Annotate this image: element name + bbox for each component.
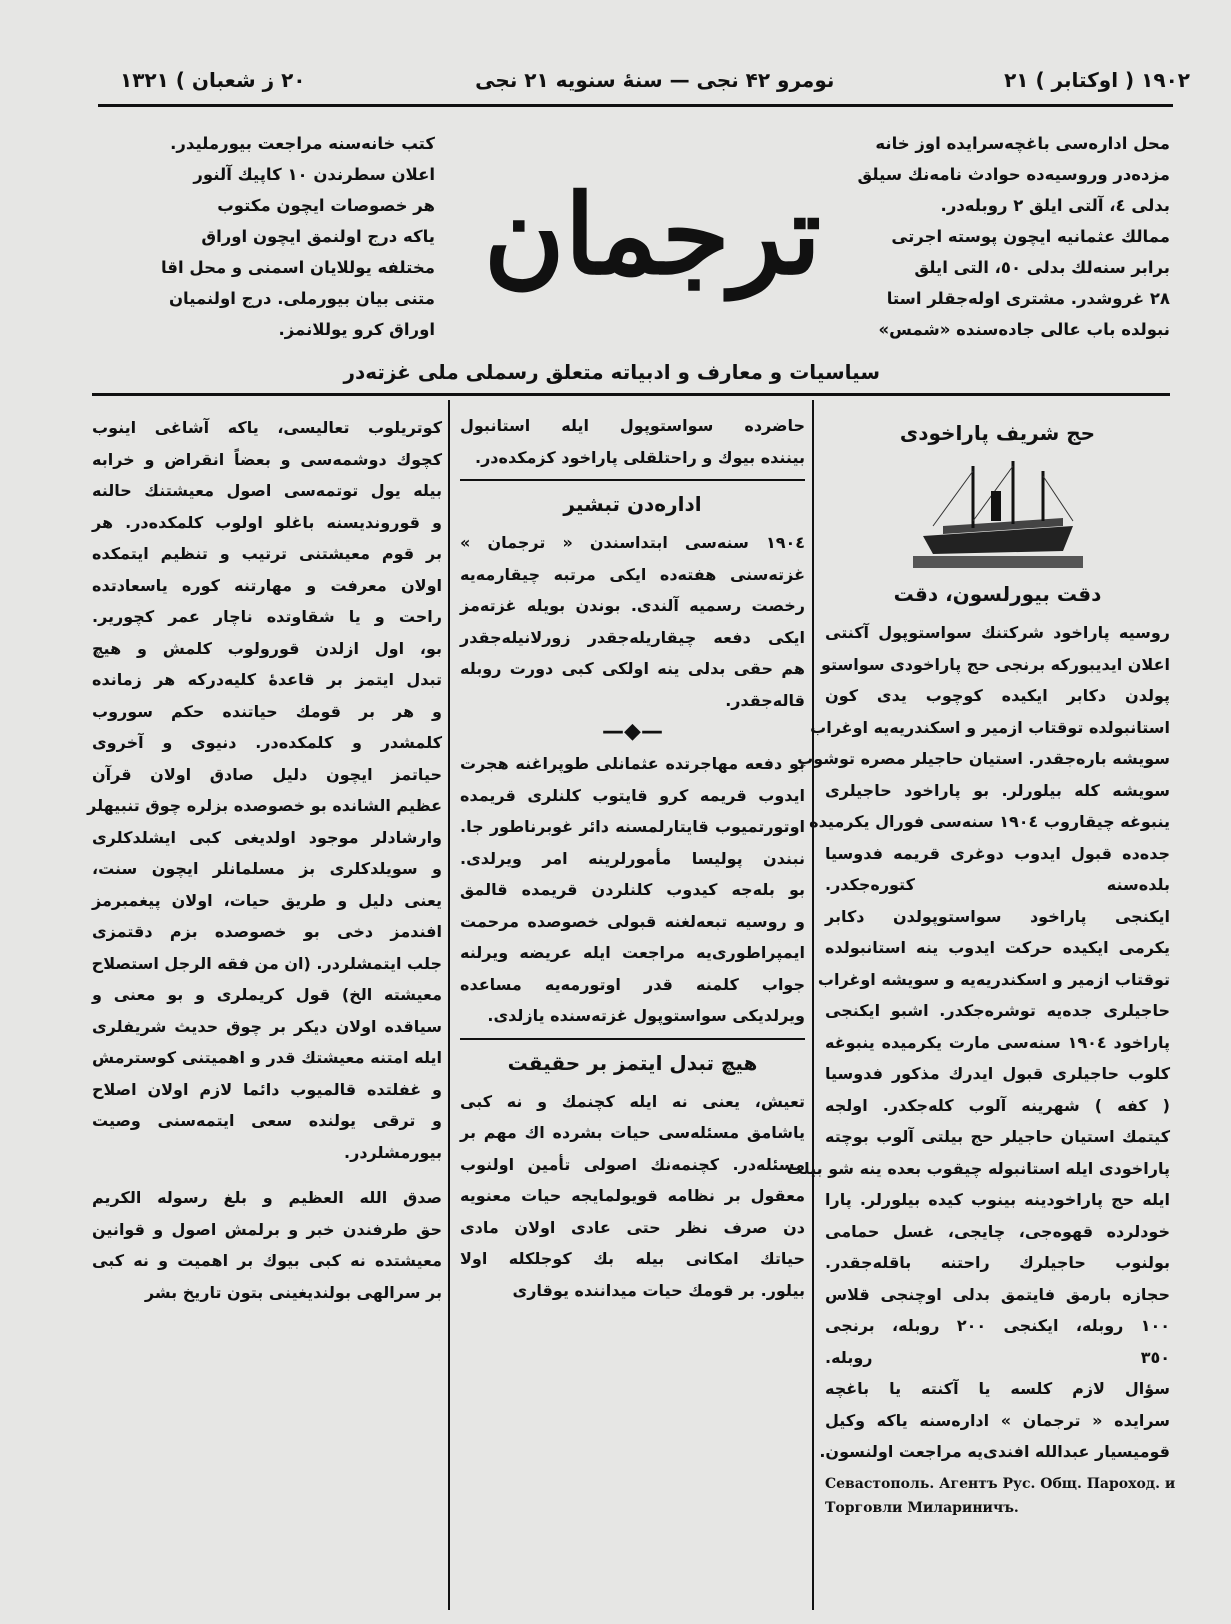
text-line: اوراق کرو یوللانمز.: [278, 320, 435, 339]
text-line: خودلرده قهوه‌جی، چایجی، غسل حمامی: [825, 1221, 1170, 1241]
ornament: —◆—: [602, 719, 663, 744]
text-line: اعلان سطرندن ۱۰ کاپیك آلنور: [193, 165, 435, 184]
heading-announcement: اداره‌دن تبشیر: [563, 492, 702, 516]
text-line: ایدوب قریمه کرو قایتوب کلنلری قریمده: [460, 785, 805, 805]
text-line: محل ادارەسی باغچەسرایده اوز خانه: [875, 134, 1170, 153]
text-line: بو، اول ازلدن قورولوب کلمش و هیچ: [92, 638, 442, 658]
text-line: ( کفه ) شهرینه آلوب کله‌جکدر. اولجه: [825, 1095, 1170, 1115]
text-line: اوتورتمیوب قایتارلمسنه دائر غوبرناطور جا.: [460, 817, 805, 836]
text-line: ۳٥۰ روبله.: [825, 1347, 1170, 1367]
dateline: [120, 68, 1190, 98]
text-line: حاجیلری جده‌یه توشره‌جکدر. اشبو ایکنجی: [825, 1001, 1170, 1020]
text-line: حجازه بارمق فایتمق بدلی اوچنجی قلاس: [825, 1284, 1170, 1304]
text-line: یاشامق مسئله‌سی حیات بشرده اك مهم بر: [460, 1123, 805, 1142]
text-line: کلوب حاجیلری قبول ایدرك مذکور فدوسیا: [825, 1064, 1170, 1083]
steamship-illustration: [913, 456, 1083, 571]
text-line: تبدل ایتمز بر قاعدهٔ کلیه‌درکه هر زمانده: [92, 670, 442, 689]
text-line: و غفلتده قالمیوب دائما لازم اولان اصلاح: [92, 1079, 442, 1099]
text-line: نبندن پولیسا مأمورلرینه امر ویرلدی.: [460, 848, 805, 868]
text-line: بولنوب حاجیلرك راحتنه باقله‌جقدر.: [825, 1253, 1170, 1272]
text-line: ۱۹۰٤ سنه‌سی ابتداسندن « ترجمان »: [460, 533, 805, 552]
text-line: معقول بر نظامه قویولمایجه حیات معنویه: [460, 1186, 805, 1205]
text-line: ۱۰۰ روبله، ایکنجی ۲۰۰ روبله، برنجی: [825, 1316, 1171, 1335]
text-line: بر سرالهی بولندیغینی بتون تاریخ بشر: [144, 1282, 442, 1302]
text-line: ایله امتنه معیشتك قدر و اهمیتنی کوسترمش: [92, 1048, 442, 1067]
text-line: استانبولده توقتاب ازمیر و اسکندریه‌یه اوغراب: [810, 717, 1170, 737]
subtitle: سیاسیات و معارف و ادبیاته متعلق رسملی ملی غزته‌در: [343, 360, 880, 384]
text-line: مسئله‌در. کچنمه‌نك اصولی تأمین اولنوب: [460, 1154, 805, 1174]
text-line: توقتاب ازمیر و اسکندریه‌یه و سویشه اوغراب: [817, 969, 1170, 989]
text-line: یعنی دلیل و طریق حیات، اولان پیغمبرمز: [92, 890, 442, 910]
text-line: بدلی ٤، آلتی ایلق ۲ روبله‌در.: [940, 196, 1170, 215]
column-divider: [812, 400, 814, 1610]
left-info-box: [140, 128, 435, 345]
text-line: سؤال لازم کلسه یا آکنته یا باغچه: [825, 1379, 1170, 1398]
text-line: قومیسیار عبدالله افندی‌یه مراجعت اولنسون.: [819, 1442, 1170, 1461]
text-line: کوتریلوب تعالیسی، یاکه آشاغی اینوب: [92, 418, 442, 437]
text-line: حیاتك امکانی بیله بك کوجلکله اولا: [460, 1249, 805, 1268]
text-line: تعیش، یعنی نه ایله کچنمك و نه کبی: [460, 1091, 805, 1111]
text-line: ایمپراطوری‌یه مراجعت ایله عریضه ویرلنه: [460, 943, 805, 962]
text-line: ایکی دفعه چیقاریله‌جقدر زورلانیله‌جقدر: [460, 627, 805, 647]
text-line: صدق الله العظیم و بلغ رسوله الکریم: [92, 1188, 442, 1207]
text-line: قاله‌جقدر.: [725, 690, 805, 710]
text-line: پاراخودی ایله استانبوله چیقوب بعده ینه شو بیلت: [786, 1158, 1170, 1178]
text-line: و سویلدکلری بز مسلمانلر ایچون سنت،: [92, 859, 442, 878]
text-line: معیشته الخ) قول کریملری و بو معنی و: [92, 985, 442, 1004]
text-line: پولدن دکابر ایکیده کوچوب یدی کون: [825, 686, 1170, 705]
text-line: یاکه درج اولنمق ایچون اوراق: [201, 227, 435, 246]
text-line: بیورمشلردر.: [344, 1142, 442, 1162]
text-line: پاراخود ۱۹۰٤ سنه‌سی مارت یکرمیده ینبوغه: [825, 1032, 1171, 1052]
text-line: مختلفه یوللایان اسمنی و محل اقا: [160, 258, 435, 277]
text-line: و روسیه تبعه‌لغنه قبولی خصوصده مرحمت: [460, 911, 805, 931]
text-line: افندمز دخی بو خصوصده بزم دقتمزی: [92, 922, 442, 941]
text-line: ۲۸ غروشدر. مشتری اوله‌جقلر استا: [886, 289, 1170, 308]
text-line: و هر بر قومك حیاتنده حکم سوروب: [92, 701, 442, 721]
text-line: ایله حج پاراخودینه بینوب کیده بیلورلر. پارا: [825, 1190, 1170, 1209]
text-line: بر قوم معیشتنی ترتیب و تنظیم ایتمکده: [92, 544, 442, 563]
text-line: حیاتمز ایچون دلیل صادق اولان قرآن: [92, 764, 442, 784]
masthead-title: ترجمان: [483, 170, 822, 299]
text-line: و ترقی یولنده سعی ایتمه‌سنی وصیت: [92, 1111, 442, 1130]
text-line: روسیه پاراخود شرکتنك سواستوپول آکنتی: [825, 623, 1170, 642]
text-line: بیننده بیوك و راحتلقلی پاراخود کزمکده‌در.: [475, 447, 805, 467]
issue-number: نومرو ۴۲ نجی — سنهٔ سنویه ۲۱ نجی: [475, 68, 835, 92]
heading-attention: دقت بیورلسون، دقت: [893, 582, 1102, 606]
text-line: سیاقده اولان دیکر بر چوق حدیث شریفلری: [92, 1016, 442, 1036]
text-line: جلب ایتمشلردر. (ان من فقه الرجل استصلاح: [91, 953, 442, 973]
text-line: و قوروندیسنه باغلو اولوب کلمکده‌در. هر: [92, 512, 442, 532]
text-line: ممالك عثمانیه ایچون پوسته اجرتی: [891, 227, 1170, 246]
text-line: هم حقی بدلی ینه اولکی کبی دورت روبله: [460, 659, 805, 678]
text-line: مزده‌در وروسیه‌ده حوادث نامه‌نك سیلق: [857, 165, 1170, 184]
text-line: سویشه باره‌جقدر. استیان حاجیلر مصره توشوب: [797, 749, 1170, 768]
text-line: حق طرفندن خبر و برلمش اصول و قوانین: [92, 1219, 442, 1239]
text-line: راحت و یا شقاوتده ناچار عمر کچوریر.: [92, 607, 442, 626]
text-line: دن صرف نظر حتی عادی اولان مادی: [460, 1217, 805, 1237]
right-info-box: [857, 128, 1170, 345]
text-line: وارشادلر موجود اولدیغی کبی ایشلدکلری: [92, 827, 442, 847]
date-gregorian: ۱۹۰۲ ( اوکتابر ) ۲۱: [1004, 68, 1190, 92]
column-right: [786, 410, 1176, 1520]
column-divider: [448, 400, 450, 1610]
text-line: بو دفعه مهاجرتده عثمانلی طوپراغنه هجرت: [460, 754, 805, 773]
text-line: بیلور. بر قومك حیات میداننده یوقاری: [512, 1280, 805, 1300]
text-line: رخصت رسمیه آلندی. بوندن بویله غزته‌مز: [460, 596, 805, 615]
text-line: ایکنجی پاراخود سواستوپولدن دکابر: [825, 906, 1170, 926]
text-line: اعلان ایدیبورکه برنجی حج پاراخودی سواستو: [820, 654, 1170, 674]
text-line: کلمشدر و کلمکده‌در. دنیوی و آخروی: [92, 733, 442, 752]
text-line: اولان معرفت و مهارتنه کوره یاسعادتده: [92, 575, 442, 595]
text-line: سرایده « ترجمان » ادارەسنه یاکه وکیل: [825, 1410, 1170, 1430]
text-line: عظیم الشانده بو خصوصده بزلره چوق تنبیهلر: [87, 796, 442, 815]
heading-unchanging-truth: هیچ تبدل ایتمز بر حقیقت: [507, 1050, 758, 1075]
text-line: برابر سنه‌لك بدلی ٥٠، التی ایلق: [914, 258, 1170, 277]
text-line: هر خصوصات ایچون مکتوب: [217, 196, 435, 215]
text-line: غزته‌سنی هفته‌ده ایکی مرتبه چیقارمه‌یه: [460, 564, 805, 584]
top-rule: [98, 104, 1173, 107]
text-line: کیتمك استیان حاجیلر حج بیلتی آلوب بوچته: [825, 1127, 1170, 1146]
text-line: ینبوغه چیقاروب ۱۹۰٤ سنه‌سی فورال یکرمیده: [809, 812, 1170, 831]
text-line: متنی بیان بیورملی. درج اولنمیان: [168, 289, 435, 308]
text-line: کتب خانه‌سنه مراجعت بیورملیدر.: [170, 134, 435, 153]
text-line: حاضرده سواستوپول ایله استانبول: [460, 416, 805, 435]
column-middle: [460, 410, 805, 1306]
date-hijri: ۲۰ ز شعبان ) ۱۳۲۱: [120, 68, 306, 92]
text-line: جده‌ده قبول ایدوب دوغری قریمه فدوسیا: [825, 843, 1170, 863]
text-line: کچوك دوشمه‌سی و بعضاً انقراض و خرابه: [92, 449, 442, 469]
column-left: [87, 412, 442, 1308]
text-line: معیشتده نه کبی بیوك بر اهمیت و نه کبی: [92, 1251, 442, 1270]
text-line: ویرلدیکی سواستوپول غزته‌سنده یازلدی.: [487, 1006, 805, 1025]
text-line: جواب کلمنه قدر اوتورمه‌یه مساعده: [460, 974, 805, 994]
russian-footer: Торговли Милариничъ.: [825, 1499, 1019, 1516]
russian-footer: Севастополь. Агентъ Рус. Общ. Пароход. и: [825, 1475, 1176, 1492]
text-line: بو بله‌جه کیدوب کلنلردن قریمده قالمق: [460, 880, 805, 899]
heading-hajj-steamer: حج شریف پاراخودی: [899, 421, 1096, 445]
text-line: سویشه کله بیلورلر. بو پاراخود حاجیلری: [825, 780, 1170, 800]
text-line: بیله یول توتمه‌سی اصول معیشتنك حالنه: [92, 481, 442, 500]
header-rule: [92, 393, 1170, 396]
text-line: یکرمی ایکیده حرکت ایدوب ینه استانبولده: [825, 938, 1170, 957]
text-line: نبولده باب عالی جاده‌سنده «شمس»: [878, 320, 1170, 339]
text-line: بلده‌سنه کتوره‌جکدر.: [825, 875, 1170, 894]
